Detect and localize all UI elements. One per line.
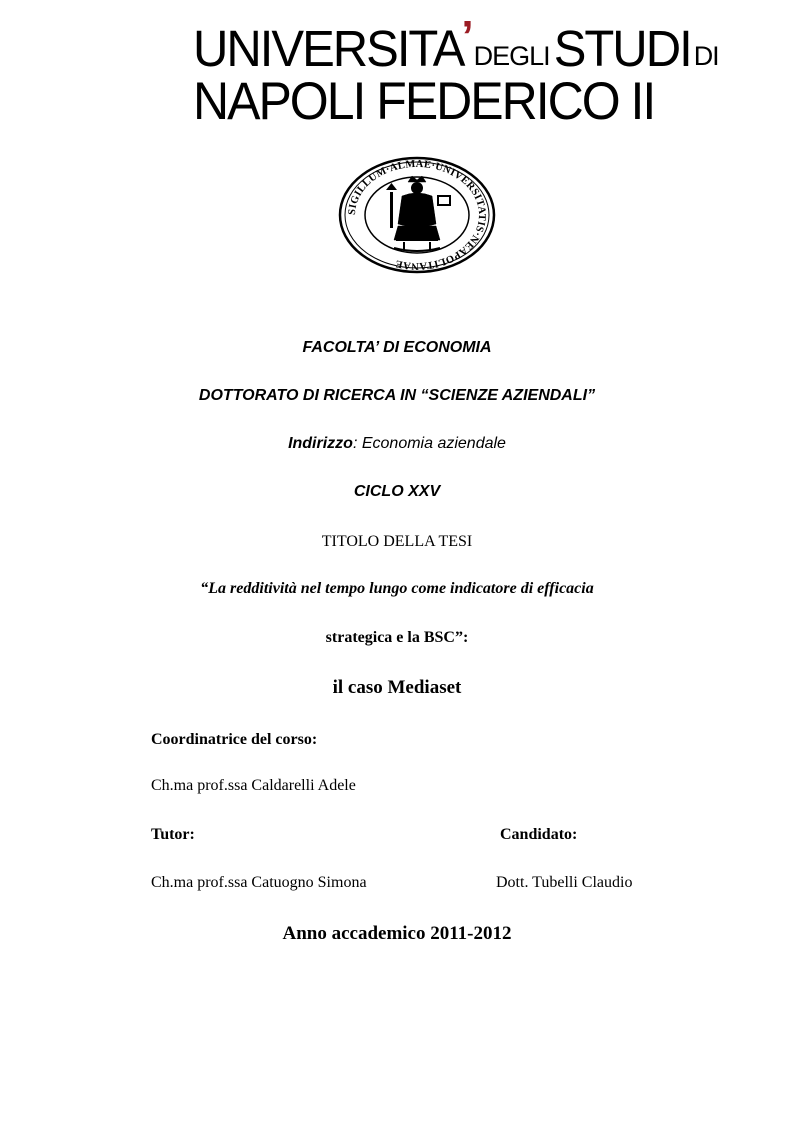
address-label: Indirizzo	[288, 435, 353, 452]
thesis-title-line1: “La redditività nel tempo lungo come indicatore di efficacia	[200, 580, 594, 597]
coordinator-name: Ch.ma prof.ssa Caldarelli Adele	[151, 777, 356, 794]
logo-text-degli: DEGLI	[473, 41, 550, 71]
university-seal-icon	[338, 156, 496, 274]
academic-year: Anno accademico 2011-2012	[282, 923, 512, 944]
seal-inscription: SIGILLUM·ALMAE·UNIVERSITATIS·NEAPOLITANAE	[346, 158, 488, 272]
doctorate-name: DOTTORATO DI RICERCA IN “SCIENZE AZIENDALI”	[198, 387, 596, 404]
coordinator-label: Coordinatrice del corso:	[151, 731, 318, 748]
candidate-label: Candidato:	[500, 826, 578, 843]
logo-text-studi: STUDI	[553, 20, 691, 78]
cycle: CICLO XXV	[353, 483, 441, 500]
address-line	[0, 435, 794, 453]
thesis-heading: TITOLO DELLA TESI	[321, 533, 473, 550]
logo-apostrophe: ’	[461, 12, 472, 61]
thesis-subtitle: il caso Mediaset	[332, 677, 462, 698]
university-logo-line2	[193, 71, 655, 131]
logo-text-napoli-federico: NAPOLI FEDERICO II	[193, 71, 655, 131]
address-value: : Economia aziendale	[352, 435, 506, 452]
tutor-name: Ch.ma prof.ssa Catuogno Simona	[151, 874, 367, 891]
logo-text-di: DI	[693, 41, 719, 71]
candidate-name: Dott. Tubelli Claudio	[496, 874, 633, 891]
seal-figure	[386, 176, 450, 251]
university-logo-line1	[193, 12, 719, 78]
logo-text-universita: UNIVERSITA	[193, 20, 464, 78]
thesis-title-line2: strategica e la BSC”:	[325, 629, 469, 646]
faculty-name: FACOLTA’ DI ECONOMIA	[302, 339, 492, 356]
tutor-label: Tutor:	[151, 826, 195, 843]
